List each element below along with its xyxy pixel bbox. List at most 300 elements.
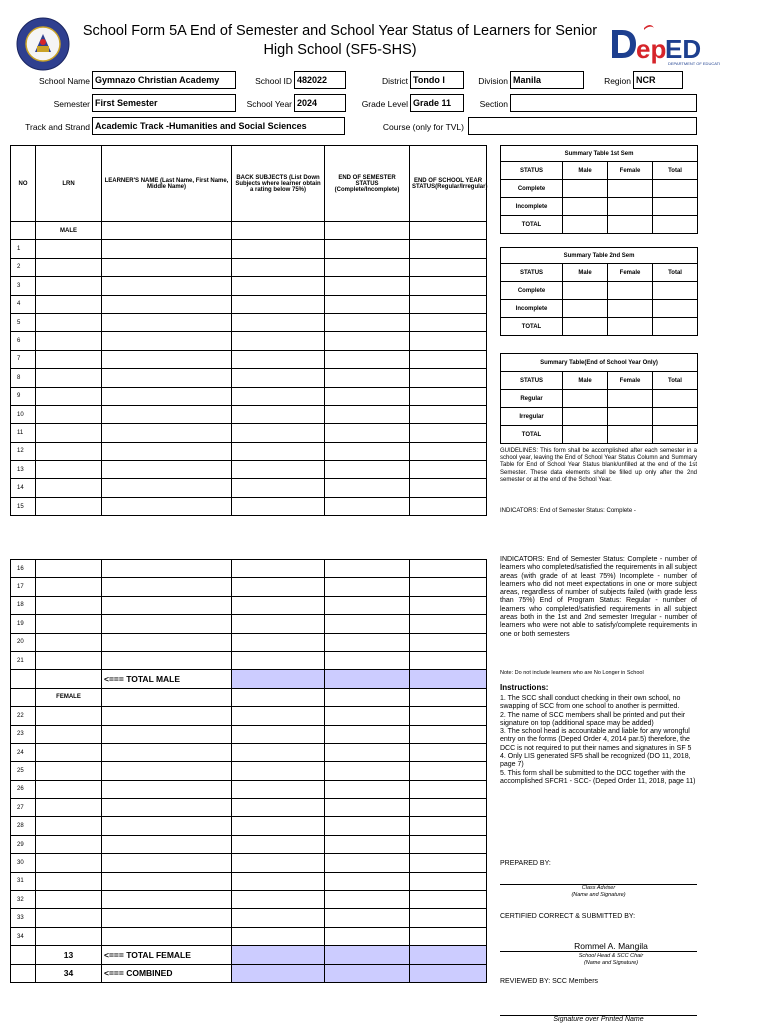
learner-cell[interactable] <box>102 240 232 258</box>
school-head-label: School Head & SCC Chair <box>578 953 644 959</box>
learner-cell[interactable] <box>36 461 102 479</box>
learner-cell[interactable] <box>325 497 410 515</box>
learner-cell[interactable] <box>325 258 410 276</box>
blank-cell <box>11 670 36 688</box>
row-number: 9 <box>11 387 36 405</box>
blank-cell <box>325 222 410 240</box>
summary3-row-label: Regular <box>501 390 563 408</box>
school-id-field[interactable]: 482022 <box>294 71 346 89</box>
learner-cell[interactable] <box>410 442 487 460</box>
learner-cell[interactable] <box>36 835 102 853</box>
summary-cell <box>653 216 698 234</box>
blank-cell <box>36 670 102 688</box>
learner-cell[interactable] <box>410 817 487 835</box>
learner-row <box>11 891 487 909</box>
learner-cell[interactable] <box>325 743 410 761</box>
learner-cell[interactable] <box>102 780 232 798</box>
certified-label: CERTIFIED CORRECT & SUBMITTED BY: <box>500 913 636 920</box>
learner-cell[interactable] <box>232 799 325 817</box>
learner-cell[interactable] <box>232 872 325 890</box>
row-number: 5 <box>11 313 36 331</box>
header-end-semester-status: END OF SEMESTER STATUS (Complete/Incomplete) <box>325 146 410 222</box>
summary2-female-header: Female <box>608 264 653 282</box>
row-number: 13 <box>11 461 36 479</box>
summary2-row-label: Complete <box>501 282 563 300</box>
summary2-caption: Summary Table 2nd Sem <box>501 248 698 264</box>
learner-cell[interactable] <box>232 560 325 578</box>
note-text: Note: Do not include learners who are No Longer in School <box>500 670 644 676</box>
learner-cell[interactable] <box>232 350 325 368</box>
learner-cell[interactable] <box>36 560 102 578</box>
learner-cell[interactable] <box>410 596 487 614</box>
learner-cell[interactable] <box>325 891 410 909</box>
summary-cell <box>608 408 653 426</box>
learner-cell[interactable] <box>325 725 410 743</box>
indicators-text: INDICATORS: End of Semester Status: Complete - number of learners who completed/satisfied the requirements in all subject areas (with grade of at least 75%) Incomplete - number of learners who did not meet expectations in one or more subject areas, regardless of number of subjects failed (with grade less than 75%) End of Program Status: Regular - number of learners who completed/satisfied requirements in all subject areas both in the 1st and 2nd semester Irregular - number of learners who were not able to satisfy/complete requirements in one or both semesters <box>500 556 697 638</box>
learner-cell[interactable] <box>325 909 410 927</box>
learner-cell[interactable] <box>36 872 102 890</box>
learner-cell[interactable] <box>102 891 232 909</box>
row-number: 12 <box>11 442 36 460</box>
learner-cell[interactable] <box>232 295 325 313</box>
learner-row <box>11 762 487 780</box>
learner-cell[interactable] <box>36 817 102 835</box>
learner-cell[interactable] <box>410 927 487 945</box>
learner-cell[interactable] <box>325 560 410 578</box>
learner-cell[interactable] <box>36 350 102 368</box>
learner-cell[interactable] <box>410 743 487 761</box>
learner-cell[interactable] <box>102 405 232 423</box>
row-number: 28 <box>11 817 36 835</box>
learner-cell[interactable] <box>36 295 102 313</box>
learner-cell[interactable] <box>325 596 410 614</box>
learner-cell[interactable] <box>36 442 102 460</box>
learner-cell[interactable] <box>102 497 232 515</box>
learner-cell[interactable] <box>102 835 232 853</box>
learner-cell[interactable] <box>232 369 325 387</box>
learner-cell[interactable] <box>410 461 487 479</box>
summary-cell <box>608 180 653 198</box>
row-number: 30 <box>11 854 36 872</box>
deped-logo <box>608 24 720 68</box>
learner-cell[interactable] <box>325 442 410 460</box>
learner-cell[interactable] <box>325 277 410 295</box>
learner-cell[interactable] <box>325 369 410 387</box>
learner-cell[interactable] <box>325 479 410 497</box>
learner-cell[interactable] <box>102 743 232 761</box>
learner-cell[interactable] <box>102 313 232 331</box>
learner-cell[interactable] <box>102 799 232 817</box>
summary-cell <box>653 180 698 198</box>
learner-cell[interactable] <box>102 424 232 442</box>
section-field[interactable] <box>510 94 697 112</box>
learner-cell[interactable] <box>102 854 232 872</box>
learner-cell[interactable] <box>102 927 232 945</box>
learner-cell[interactable] <box>410 707 487 725</box>
learner-row <box>11 405 487 423</box>
learner-row <box>11 817 487 835</box>
learner-cell[interactable] <box>410 369 487 387</box>
instructions-title: Instructions: <box>500 683 549 692</box>
learner-row <box>11 313 487 331</box>
learner-cell[interactable] <box>325 835 410 853</box>
learner-cell[interactable] <box>102 479 232 497</box>
learner-cell[interactable] <box>232 387 325 405</box>
blank-cell <box>11 688 36 706</box>
row-number: 3 <box>11 277 36 295</box>
learner-cell[interactable] <box>232 651 325 669</box>
learner-cell[interactable] <box>232 479 325 497</box>
summary1-row-label: Incomplete <box>501 198 563 216</box>
row-number: 6 <box>11 332 36 350</box>
summary3-caption: Summary Table(End of School Year Only) <box>501 354 698 372</box>
learner-cell[interactable] <box>325 313 410 331</box>
learner-cell[interactable] <box>410 651 487 669</box>
learner-cell[interactable] <box>36 651 102 669</box>
track-field[interactable]: Academic Track -Humanities and Social Sciences <box>92 117 345 135</box>
learner-cell[interactable] <box>102 707 232 725</box>
school-year-field[interactable]: 2024 <box>294 94 346 112</box>
learner-cell[interactable] <box>410 277 487 295</box>
learner-cell[interactable] <box>325 707 410 725</box>
learner-cell[interactable] <box>36 240 102 258</box>
deped-seal-logo <box>15 16 71 72</box>
summary-cell <box>653 390 698 408</box>
row-number: 7 <box>11 350 36 368</box>
learner-cell[interactable] <box>232 891 325 909</box>
learner-cell[interactable] <box>410 313 487 331</box>
blank-cell <box>11 222 36 240</box>
learner-cell[interactable] <box>232 277 325 295</box>
learner-cell[interactable] <box>410 891 487 909</box>
learner-cell[interactable] <box>325 405 410 423</box>
learner-cell[interactable] <box>410 240 487 258</box>
summary-cell <box>563 282 608 300</box>
learner-cell[interactable] <box>325 872 410 890</box>
learner-cell[interactable] <box>325 350 410 368</box>
header-end-year-status: END OF SCHOOL YEAR STATUS(Regular/Irregular) <box>410 146 487 222</box>
learner-cell[interactable] <box>102 651 232 669</box>
learner-row <box>11 350 487 368</box>
learner-cell[interactable] <box>232 461 325 479</box>
learner-row <box>11 743 487 761</box>
learner-row <box>11 578 487 596</box>
learner-cell[interactable] <box>232 725 325 743</box>
learner-cell[interactable] <box>325 854 410 872</box>
learner-cell[interactable] <box>36 424 102 442</box>
division-field[interactable]: Manila <box>510 71 584 89</box>
guidelines-text: GUIDELINES: This form shall be accomplished after each semester in a school year, leaving the End of School Year Status Column and Summary Table for End of School Year Status blank/unfilled at the end of the 1st Semester. These data elements shall be filled up only after the 2nd semester or at the end of the School Year. <box>500 448 697 483</box>
learner-cell[interactable] <box>410 909 487 927</box>
learner-cell[interactable] <box>102 615 232 633</box>
learner-cell[interactable] <box>410 633 487 651</box>
learner-cell[interactable] <box>36 780 102 798</box>
learner-row <box>11 258 487 276</box>
row-number: 16 <box>11 560 36 578</box>
learner-cell[interactable] <box>102 725 232 743</box>
learner-cell[interactable] <box>36 743 102 761</box>
summary-cell <box>653 300 698 318</box>
male-rows-bottom <box>11 560 487 670</box>
district-field[interactable]: Tondo I <box>410 71 464 89</box>
learner-cell[interactable] <box>325 461 410 479</box>
instruction-item: 5. This form shall be submitted to the DCC together with the accomplished SFCR1 - SCC- (Deped Order 11, 2018, page 11) <box>500 769 696 785</box>
learner-cell[interactable] <box>410 560 487 578</box>
learner-cell[interactable] <box>36 578 102 596</box>
learner-cell[interactable] <box>232 313 325 331</box>
learner-cell[interactable] <box>325 651 410 669</box>
learner-row <box>11 277 487 295</box>
learner-cell[interactable] <box>410 835 487 853</box>
instruction-item: 2. The name of SCC members shall be printed and put their signature on top (additional space may be added) <box>500 711 686 727</box>
learner-cell[interactable] <box>36 615 102 633</box>
learner-cell[interactable] <box>102 872 232 890</box>
learner-row <box>11 560 487 578</box>
summary-cell <box>563 180 608 198</box>
grade-level-field[interactable]: Grade 11 <box>410 94 464 112</box>
blank-cell <box>410 688 487 706</box>
semester-label: Semester <box>53 99 90 109</box>
learner-cell[interactable] <box>102 560 232 578</box>
total-female-cell <box>410 946 487 964</box>
learner-cell[interactable] <box>325 578 410 596</box>
total-female-cell <box>232 946 325 964</box>
learner-cell[interactable] <box>36 725 102 743</box>
learner-cell[interactable] <box>36 258 102 276</box>
summary-cell <box>608 426 653 444</box>
summary3-male-header: Male <box>563 372 608 390</box>
learner-cell[interactable] <box>36 277 102 295</box>
total-male-label: <=== TOTAL MALE <box>102 670 232 688</box>
semester-field[interactable]: First Semester <box>92 94 236 112</box>
learner-cell[interactable] <box>232 405 325 423</box>
svg-text:ep: ep <box>636 34 667 64</box>
learner-cell[interactable] <box>232 332 325 350</box>
learner-cell[interactable] <box>410 387 487 405</box>
combined-value: 34 <box>36 964 102 982</box>
learner-cell[interactable] <box>36 927 102 945</box>
learner-cell[interactable] <box>232 442 325 460</box>
learner-cell[interactable] <box>232 424 325 442</box>
row-number: 19 <box>11 615 36 633</box>
learner-cell[interactable] <box>36 762 102 780</box>
summary1-total-header: Total <box>653 162 698 180</box>
total-female-value: 13 <box>36 946 102 964</box>
region-field[interactable]: NCR <box>633 71 683 89</box>
learners-table-bottom <box>10 559 487 983</box>
female-section-label: FEMALE <box>36 688 102 706</box>
learner-cell[interactable] <box>232 817 325 835</box>
learner-cell[interactable] <box>102 909 232 927</box>
summary1-status-header: STATUS <box>501 162 563 180</box>
learner-row <box>11 909 487 927</box>
learner-cell[interactable] <box>325 927 410 945</box>
learner-cell[interactable] <box>410 295 487 313</box>
summary2-row-label: Incomplete <box>501 300 563 318</box>
form-title: School Form 5A End of Semester and School Year Status of Learners for Senior High School (SF5-SHS) <box>82 23 598 58</box>
learner-cell[interactable] <box>36 633 102 651</box>
learner-cell[interactable] <box>325 817 410 835</box>
learner-cell[interactable] <box>325 295 410 313</box>
learner-row <box>11 780 487 798</box>
learner-cell[interactable] <box>325 615 410 633</box>
learner-cell[interactable] <box>232 240 325 258</box>
learner-row <box>11 424 487 442</box>
learner-cell[interactable] <box>232 497 325 515</box>
learner-cell[interactable] <box>410 497 487 515</box>
learner-cell[interactable] <box>232 743 325 761</box>
learner-cell[interactable] <box>325 424 410 442</box>
school-head-sub-label: (Name and Signature) <box>583 960 639 966</box>
summary2-male-header: Male <box>563 264 608 282</box>
blank-cell <box>11 964 36 982</box>
learner-cell[interactable] <box>410 258 487 276</box>
learner-cell[interactable] <box>325 332 410 350</box>
learner-cell[interactable] <box>36 799 102 817</box>
learner-cell[interactable] <box>410 332 487 350</box>
learner-cell[interactable] <box>36 387 102 405</box>
summary-cell <box>563 426 608 444</box>
learner-cell[interactable] <box>325 633 410 651</box>
summary2-status-header: STATUS <box>501 264 563 282</box>
header-no: NO <box>11 146 36 222</box>
summary-cell <box>653 198 698 216</box>
learner-cell[interactable] <box>36 909 102 927</box>
summary3-total-header: Total <box>653 372 698 390</box>
learner-cell[interactable] <box>410 424 487 442</box>
learner-cell[interactable] <box>102 295 232 313</box>
learner-cell[interactable] <box>102 762 232 780</box>
learner-cell[interactable] <box>325 762 410 780</box>
learner-cell[interactable] <box>102 442 232 460</box>
summary-cell <box>563 408 608 426</box>
learner-row <box>11 369 487 387</box>
learner-cell[interactable] <box>102 369 232 387</box>
summary-cell <box>653 408 698 426</box>
summary-cell <box>653 426 698 444</box>
region-label: Region <box>604 76 631 86</box>
learner-cell[interactable] <box>232 258 325 276</box>
track-label: Track and Strand <box>25 122 90 132</box>
row-number: 4 <box>11 295 36 313</box>
learner-cell[interactable] <box>410 479 487 497</box>
learner-cell[interactable] <box>36 313 102 331</box>
learner-cell[interactable] <box>102 332 232 350</box>
learner-cell[interactable] <box>325 387 410 405</box>
combined-label: <=== COMBINED <box>102 964 232 982</box>
learner-cell[interactable] <box>102 461 232 479</box>
row-number: 31 <box>11 872 36 890</box>
learner-cell[interactable] <box>410 762 487 780</box>
row-number: 8 <box>11 369 36 387</box>
learner-cell[interactable] <box>102 277 232 295</box>
learner-cell[interactable] <box>36 497 102 515</box>
learner-cell[interactable] <box>325 799 410 817</box>
learner-cell[interactable] <box>232 596 325 614</box>
learner-cell[interactable] <box>102 596 232 614</box>
learner-cell[interactable] <box>102 350 232 368</box>
learner-cell[interactable] <box>410 780 487 798</box>
course-field[interactable] <box>468 117 697 135</box>
learner-cell[interactable] <box>102 258 232 276</box>
row-number: 25 <box>11 762 36 780</box>
learner-cell[interactable] <box>232 633 325 651</box>
learner-cell[interactable] <box>232 927 325 945</box>
learner-cell[interactable] <box>36 854 102 872</box>
learner-cell[interactable] <box>102 817 232 835</box>
summary-cell <box>608 318 653 336</box>
instructions-list <box>500 695 697 786</box>
learner-cell[interactable] <box>325 780 410 798</box>
learner-row <box>11 615 487 633</box>
summary1-male-header: Male <box>563 162 608 180</box>
row-number: 18 <box>11 596 36 614</box>
learner-cell[interactable] <box>36 369 102 387</box>
summary2-row-label: TOTAL <box>501 318 563 336</box>
signature-label: Signature over Printed Name <box>553 1016 644 1023</box>
division-label: Division <box>478 76 508 86</box>
learner-cell[interactable] <box>36 707 102 725</box>
school-name-field[interactable]: Gymnazo Christian Academy <box>92 71 236 89</box>
blank-cell <box>325 688 410 706</box>
learner-cell[interactable] <box>410 350 487 368</box>
learner-cell[interactable] <box>232 835 325 853</box>
learner-cell[interactable] <box>232 854 325 872</box>
learner-cell[interactable] <box>232 615 325 633</box>
blank-cell <box>102 222 232 240</box>
learner-cell[interactable] <box>36 479 102 497</box>
learner-cell[interactable] <box>36 891 102 909</box>
summary1-row-label: TOTAL <box>501 216 563 234</box>
learner-cell[interactable] <box>325 240 410 258</box>
combined-cell <box>410 964 487 982</box>
learner-cell[interactable] <box>36 405 102 423</box>
learner-cell[interactable] <box>232 909 325 927</box>
header-learner-name: LEARNER'S NAME (Last Name, First Name, Middle Name) <box>102 146 232 222</box>
learner-row <box>11 835 487 853</box>
female-rows <box>11 707 487 946</box>
combined-cell <box>232 964 325 982</box>
learner-cell[interactable] <box>232 707 325 725</box>
learner-cell[interactable] <box>36 596 102 614</box>
course-label: Course (only for TVL) <box>382 122 464 132</box>
row-number: 2 <box>11 258 36 276</box>
learner-cell[interactable] <box>410 405 487 423</box>
grade-level-label: Grade Level <box>361 99 408 109</box>
learner-row <box>11 707 487 725</box>
learner-cell[interactable] <box>410 578 487 596</box>
learner-row <box>11 497 487 515</box>
adviser-label: Class Adviser <box>581 885 616 891</box>
learner-cell[interactable] <box>102 387 232 405</box>
learner-cell[interactable] <box>232 762 325 780</box>
learner-row <box>11 240 487 258</box>
learner-cell[interactable] <box>102 633 232 651</box>
school-name-label: School Name <box>38 76 90 86</box>
learner-cell[interactable] <box>410 615 487 633</box>
learner-cell[interactable] <box>410 854 487 872</box>
learner-cell[interactable] <box>102 578 232 596</box>
learner-cell[interactable] <box>36 332 102 350</box>
learner-cell[interactable] <box>232 780 325 798</box>
row-number: 15 <box>11 497 36 515</box>
learner-cell[interactable] <box>232 578 325 596</box>
row-number: 32 <box>11 891 36 909</box>
learner-cell[interactable] <box>410 725 487 743</box>
learner-cell[interactable] <box>410 799 487 817</box>
learner-cell[interactable] <box>410 872 487 890</box>
header-lrn: LRN <box>36 146 102 222</box>
